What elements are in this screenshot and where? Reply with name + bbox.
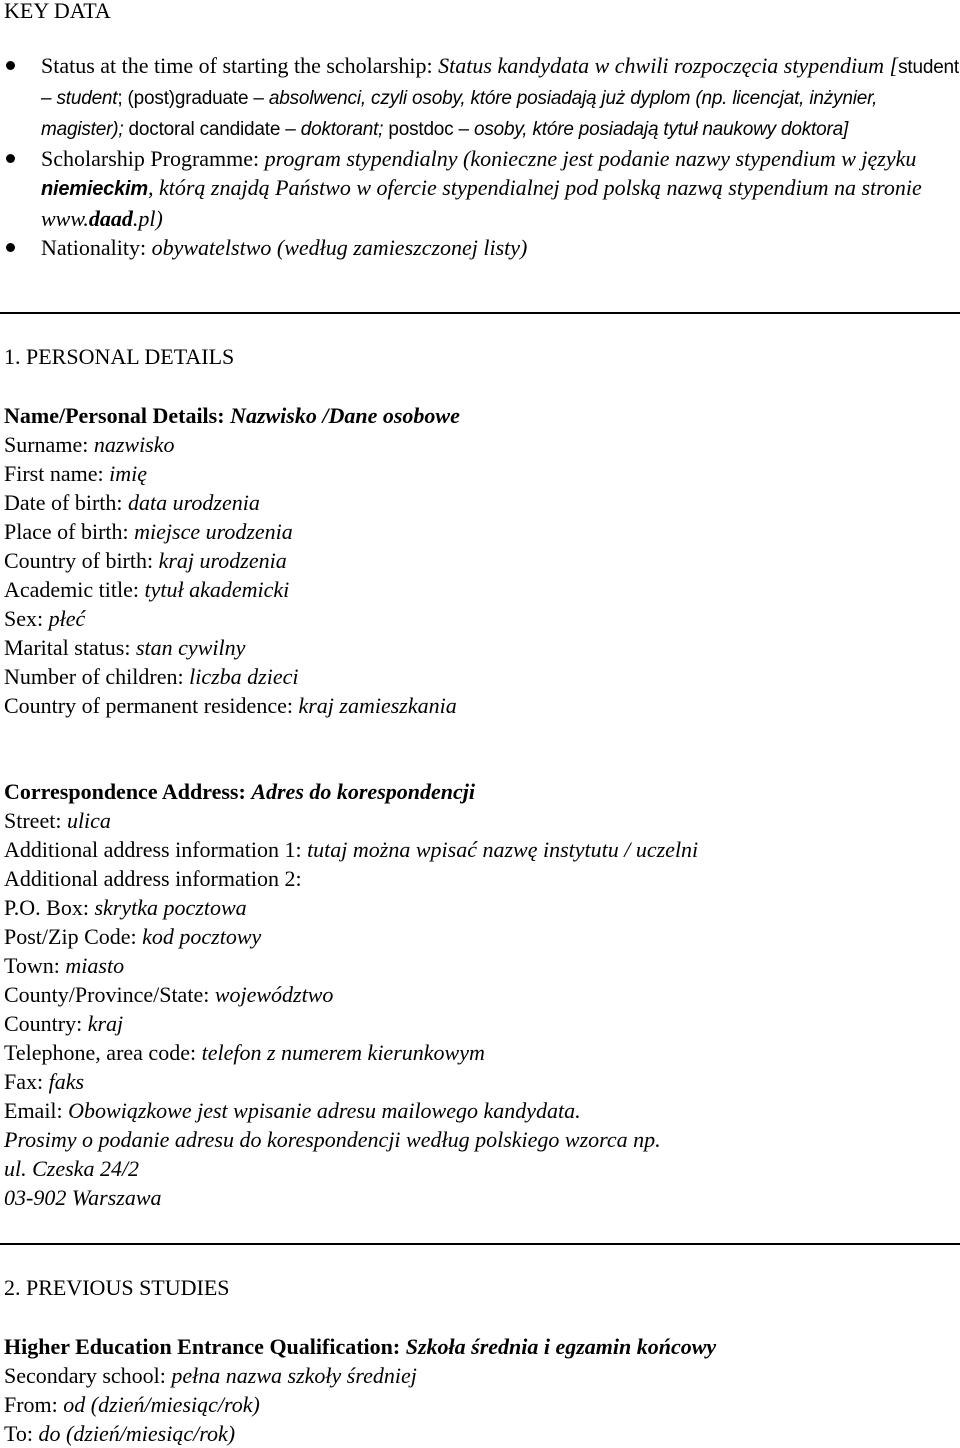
field-label: Date of birth: (4, 490, 129, 515)
status-doctoral-value: doktorant; (300, 119, 384, 140)
field-telephone (4, 1038, 960, 1067)
correspondence-block (4, 777, 960, 1212)
field-fax (4, 1067, 960, 1096)
field-label: Town: (4, 953, 66, 978)
field-value: tutaj można wpisać nazwę instytutu / uczelni (307, 837, 699, 862)
address-note-line-2: ul. Czeska 24/2 (4, 1156, 140, 1181)
section1-heading: 1. PERSONAL DETAILS (4, 344, 235, 369)
field-value: faks (48, 1069, 85, 1094)
field-po-box (4, 893, 960, 922)
field-value: kraj urodzenia (158, 548, 287, 573)
field-value: kraj zamieszkania (298, 693, 457, 718)
address-note-line-3: 03-902 Warszawa (4, 1185, 162, 1210)
field-value: telefon z numerem kierunkowym (201, 1040, 485, 1065)
field-place-of-birth (4, 517, 960, 546)
status-postgrad-value: absolwenci, czyli osoby, które posiadają już dyplom (np. licencjat, inżynier, magister); (41, 88, 878, 140)
field-value: Obowiązkowe jest wpisanie adresu mailowego kandydata. (68, 1098, 581, 1123)
field-email (4, 1096, 960, 1125)
field-label: Number of children: (4, 664, 190, 689)
status-postdoc-label: postdoc – (383, 119, 474, 140)
field-value: do (dzień/miesiąc/rok) (38, 1421, 236, 1446)
personal-details-title (4, 401, 960, 430)
field-value: województwo (214, 982, 334, 1007)
personal-title-value: Nazwisko /Dane osobowe (230, 403, 460, 428)
programme-desc: program stypendialny (konieczne jest podanie nazwy stypendium w języku (264, 146, 917, 171)
field-sex (4, 604, 960, 633)
field-number-of-children (4, 662, 960, 691)
status-postdoc-value: osoby, które posiadają tytuł naukowy doktora] (474, 119, 849, 140)
field-marital-status (4, 633, 960, 662)
field-label: Country of permanent residence: (4, 693, 299, 718)
field-value: od (dzień/miesiąc/rok) (63, 1392, 260, 1417)
section-divider-2 (0, 1243, 960, 1245)
field-label: To: (4, 1421, 39, 1446)
correspondence-title (4, 777, 960, 806)
field-value: pełna nazwa szkoły średniej (171, 1363, 417, 1388)
field-value: stan cywilny (135, 635, 246, 660)
field-label: Additional address information 1: (4, 837, 308, 862)
field-value: ulica (66, 808, 111, 833)
field-value: nazwisko (93, 432, 175, 457)
correspondence-title-label: Correspondence Address: (4, 779, 252, 804)
programme-daad: daad (88, 206, 133, 231)
field-label: Telephone, area code: (4, 1040, 202, 1065)
field-label: Academic title: (4, 577, 145, 602)
field-label: Surname: (4, 432, 94, 457)
field-label: Additional address information 2: (4, 866, 302, 891)
field-value: liczba dzieci (189, 664, 299, 689)
field-to (4, 1419, 960, 1448)
nationality-label: Nationality: (41, 235, 152, 260)
field-label: Email: (4, 1098, 69, 1123)
field-academic-title (4, 575, 960, 604)
field-label: From: (4, 1392, 64, 1417)
programme-label: Scholarship Programme: (41, 146, 265, 171)
field-value: tytuł akademicki (144, 577, 290, 602)
field-label: County/Province/State: (4, 982, 215, 1007)
programme-desc-cont: , którą znajdą Państwo w ofercie stypendialnej pod polską nazwą stypendium na stronie www. (41, 175, 922, 231)
field-country (4, 1009, 960, 1038)
field-post-code (4, 922, 960, 951)
correspondence-title-value: Adres do korespondencji (251, 779, 475, 804)
address-note-line-1: Prosimy o podanie adresu do korespondencji według polskiego wzorca np. (4, 1127, 661, 1152)
status-student-label: student – (41, 57, 960, 109)
field-address-info-2 (4, 864, 960, 893)
field-county (4, 980, 960, 1009)
status-postgrad-label: ; (post)graduate – (117, 88, 269, 109)
previous-studies-block (4, 1332, 960, 1448)
field-value: kod pocztowy (142, 924, 262, 949)
status-label: Status at the time of starting the scholarship: (41, 53, 439, 78)
nationality-desc: obywatelstwo (według zamieszczonej listy) (151, 235, 528, 260)
field-label: Country of birth: (4, 548, 159, 573)
field-value: miejsce urodzenia (134, 519, 293, 544)
key-data-item-programme (4, 144, 960, 233)
status-doctoral-label: doctoral candidate – (123, 119, 301, 140)
section-divider-1 (0, 312, 960, 314)
field-country-of-birth (4, 546, 960, 575)
field-street (4, 806, 960, 835)
field-label: P.O. Box: (4, 895, 95, 920)
field-country-of-residence (4, 691, 960, 720)
field-value: miasto (65, 953, 125, 978)
field-from (4, 1390, 960, 1419)
field-first-name (4, 459, 960, 488)
field-address-info-1 (4, 835, 960, 864)
status-desc: Status kandydata w chwili rozpoczęcia stypendium [ (438, 53, 899, 78)
key-data-heading: KEY DATA (4, 0, 111, 23)
entrance-qualification-title (4, 1332, 960, 1361)
field-label: Post/Zip Code: (4, 924, 143, 949)
field-value: płeć (48, 606, 86, 631)
field-label: Secondary school: (4, 1363, 172, 1388)
field-label: Country: (4, 1011, 88, 1036)
entrance-title-label: Higher Education Entrance Qualification: (4, 1334, 406, 1359)
field-label: Marital status: (4, 635, 136, 660)
key-data-item-nationality (4, 233, 960, 262)
field-label: Street: (4, 808, 67, 833)
programme-desc-end: .pl) (132, 206, 163, 231)
key-data-list (4, 51, 960, 262)
field-surname (4, 430, 960, 459)
section2-heading: 2. PREVIOUS STUDIES (4, 1275, 230, 1300)
status-student-value: student (56, 88, 118, 109)
entrance-title-value: Szkoła średnia i egzamin końcowy (405, 1334, 717, 1359)
field-label: Place of birth: (4, 519, 135, 544)
field-secondary-school (4, 1361, 960, 1390)
field-label: First name: (4, 461, 110, 486)
field-label: Fax: (4, 1069, 49, 1094)
personal-title-label: Name/Personal Details: (4, 403, 231, 428)
field-value: skrytka pocztowa (94, 895, 247, 920)
field-value: data urodzenia (128, 490, 260, 515)
field-date-of-birth (4, 488, 960, 517)
field-value: imię (109, 461, 147, 486)
field-label: Sex: (4, 606, 49, 631)
key-data-item-status (4, 51, 960, 144)
personal-details-block (4, 401, 960, 720)
field-town (4, 951, 960, 980)
field-value: kraj (87, 1011, 124, 1036)
programme-german-emphasis: niemieckim (41, 178, 148, 200)
